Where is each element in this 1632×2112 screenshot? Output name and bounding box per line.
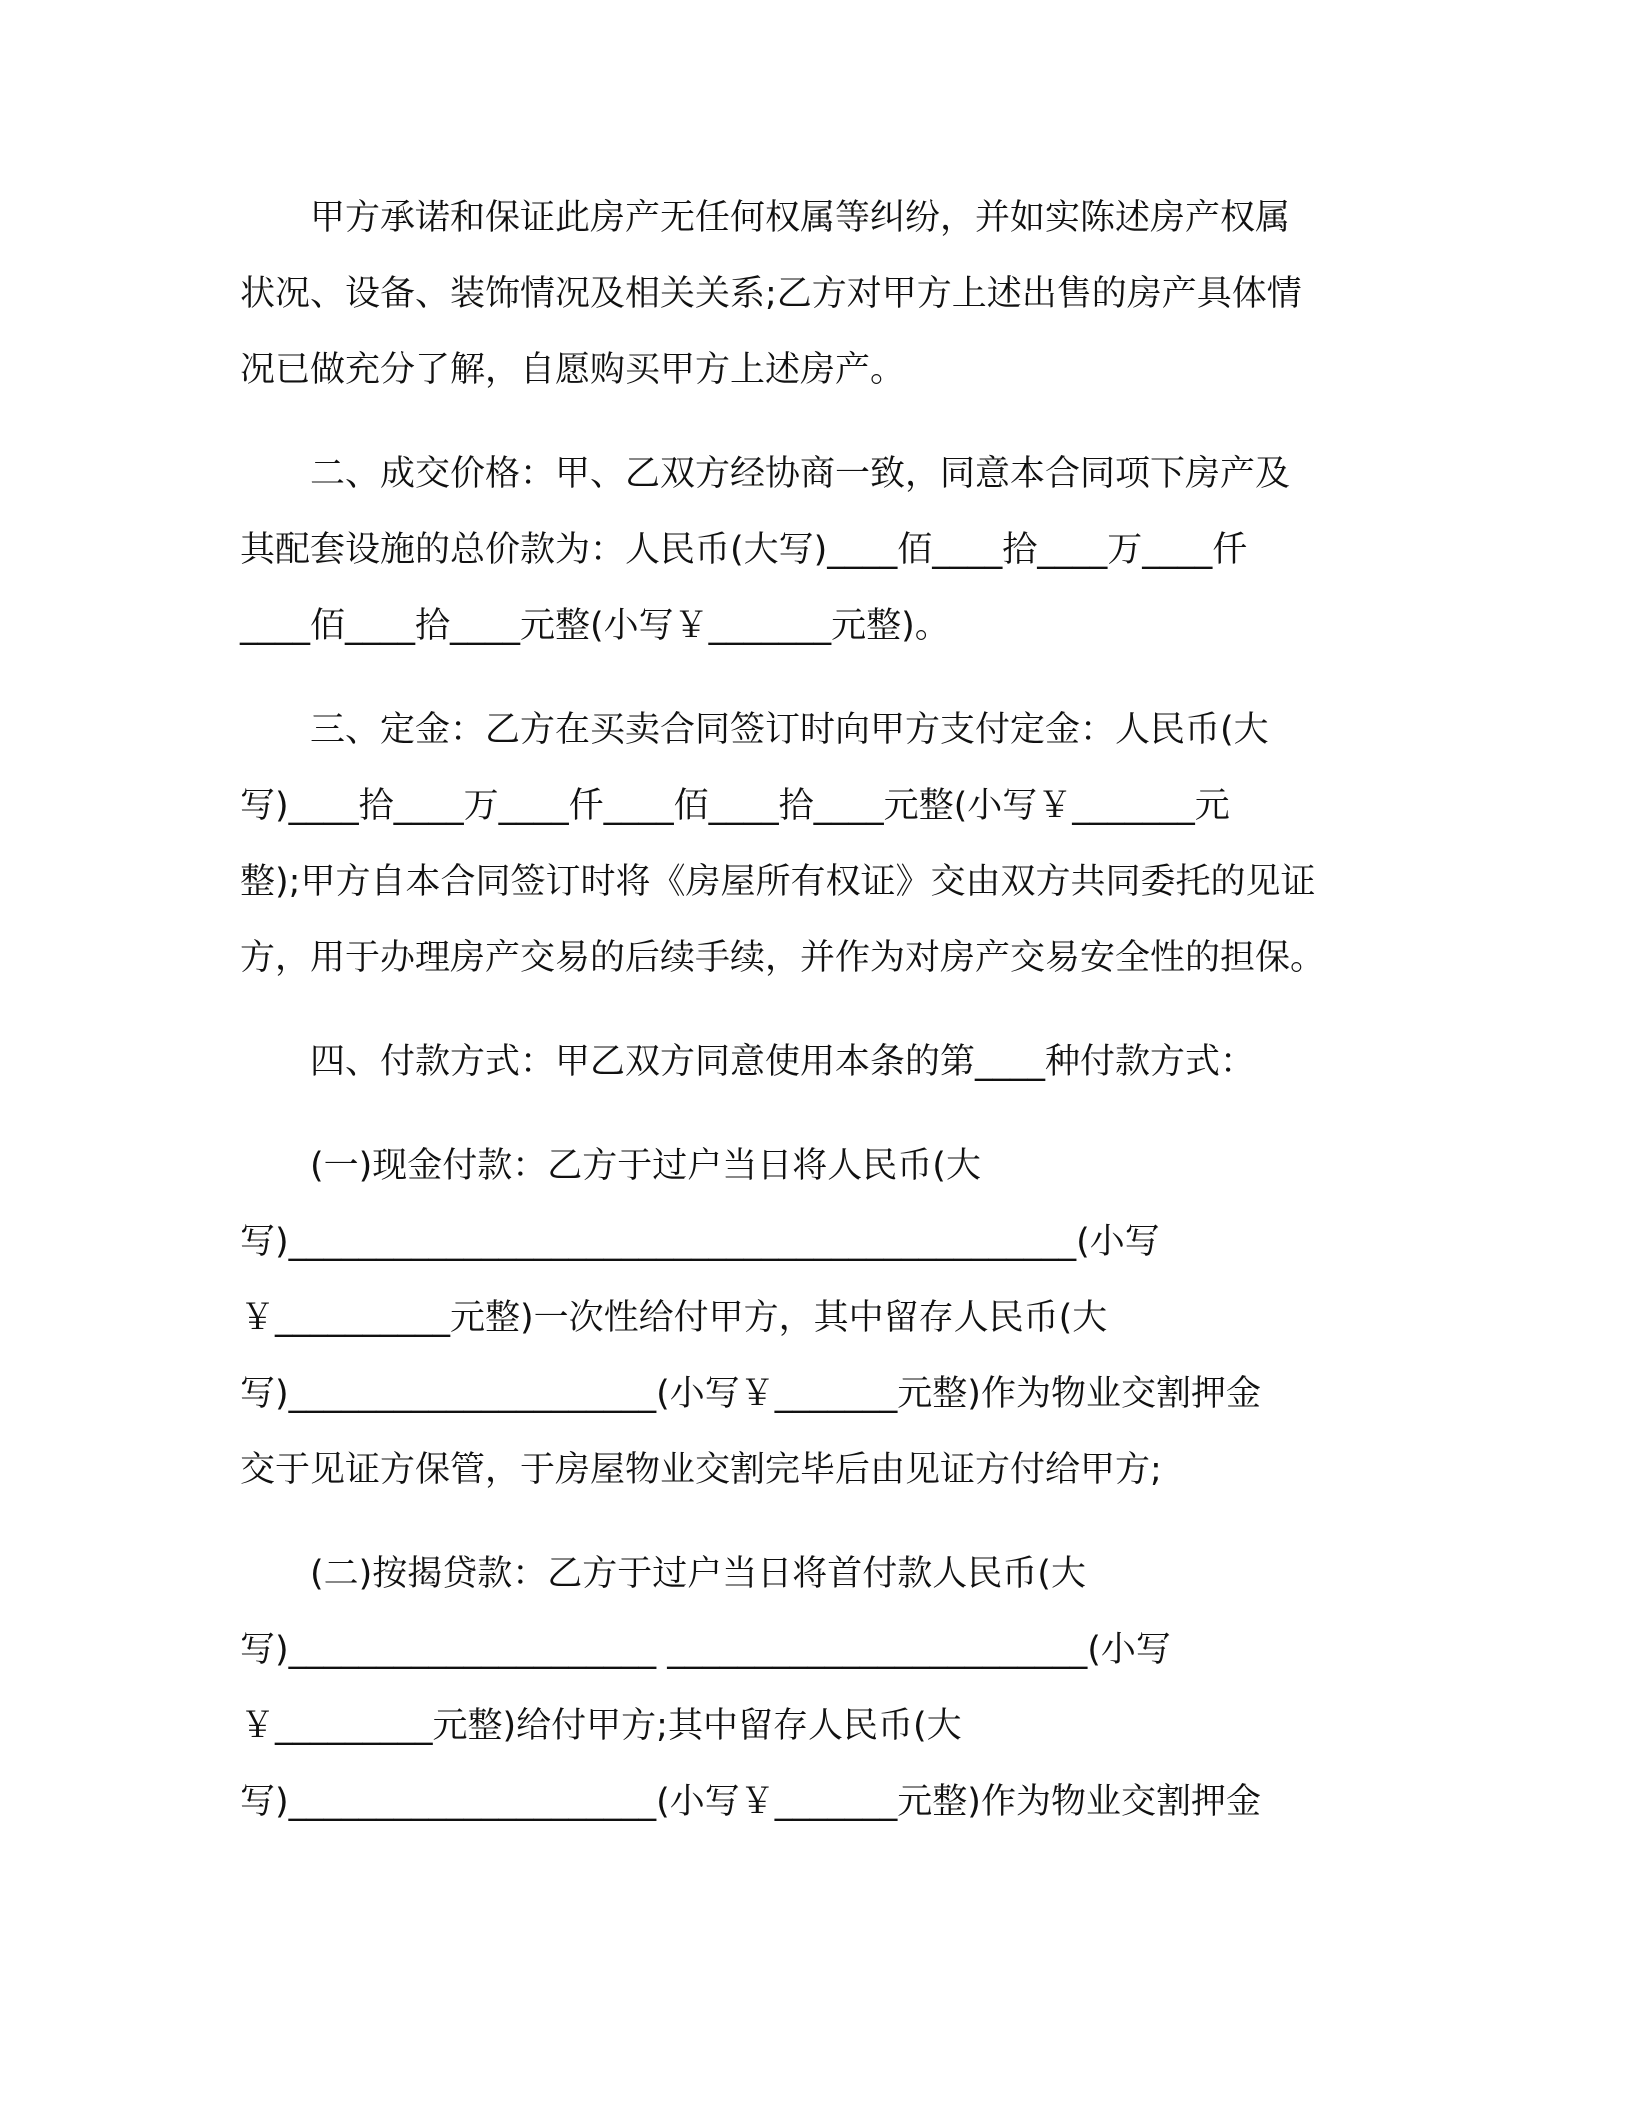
text-line: ￥_________元整)给付甲方;其中留存人民币(大 — [240, 1706, 962, 1746]
text-line: 写)_____________________________________________(小写 — [240, 1222, 1160, 1262]
text-line: 三、定金：乙方在买卖合同签订时向甲方支付定金：人民币(大 — [240, 710, 1269, 750]
text-line: (一)现金付款：乙方于过户当日将人民币(大 — [240, 1146, 981, 1186]
text-line: 写)____拾____万____仟____佰____拾____元整(小写￥_______元 — [240, 786, 1230, 826]
text-line: (二)按揭贷款：乙方于过户当日将首付款人民币(大 — [240, 1554, 1086, 1594]
text-line: 二、成交价格：甲、乙双方经协商一致，同意本合同项下房产及 — [240, 454, 1291, 494]
text-line: ____佰____拾____元整(小写￥_______元整)。 — [240, 606, 950, 646]
text-line: 写)_____________________(小写￥_______元整)作为物业交割押金 — [240, 1782, 1261, 1822]
text-line: 方，用于办理房产交易的后续手续，并作为对房产交易安全性的担保。 — [240, 938, 1326, 978]
text-line: 写)_____________________ ________________________(小写 — [240, 1630, 1171, 1670]
text-line: 甲方承诺和保证此房产无任何权属等纠纷，并如实陈述房产权属 — [240, 198, 1291, 238]
text-line: 其配套设施的总价款为：人民币(大写)____佰____拾____万____仟 — [240, 530, 1248, 570]
text-line: 整);甲方自本合同签订时将《房屋所有权证》交由双方共同委托的见证 — [240, 862, 1316, 902]
text-line: 交于见证方保管，于房屋物业交割完毕后由见证方付给甲方; — [240, 1450, 1162, 1490]
text-line: 四、付款方式：甲乙双方同意使用本条的第____种付款方式： — [240, 1042, 1256, 1082]
text-line: ￥__________元整)一次性给付甲方，其中留存人民币(大 — [240, 1298, 1108, 1338]
text-line: 写)_____________________(小写￥_______元整)作为物业交割押金 — [240, 1374, 1261, 1414]
text-line: 状况、设备、装饰情况及相关关系;乙方对甲方上述出售的房产具体情 — [240, 274, 1302, 314]
text-line: 况已做充分了解，自愿购买甲方上述房产。 — [240, 350, 906, 390]
